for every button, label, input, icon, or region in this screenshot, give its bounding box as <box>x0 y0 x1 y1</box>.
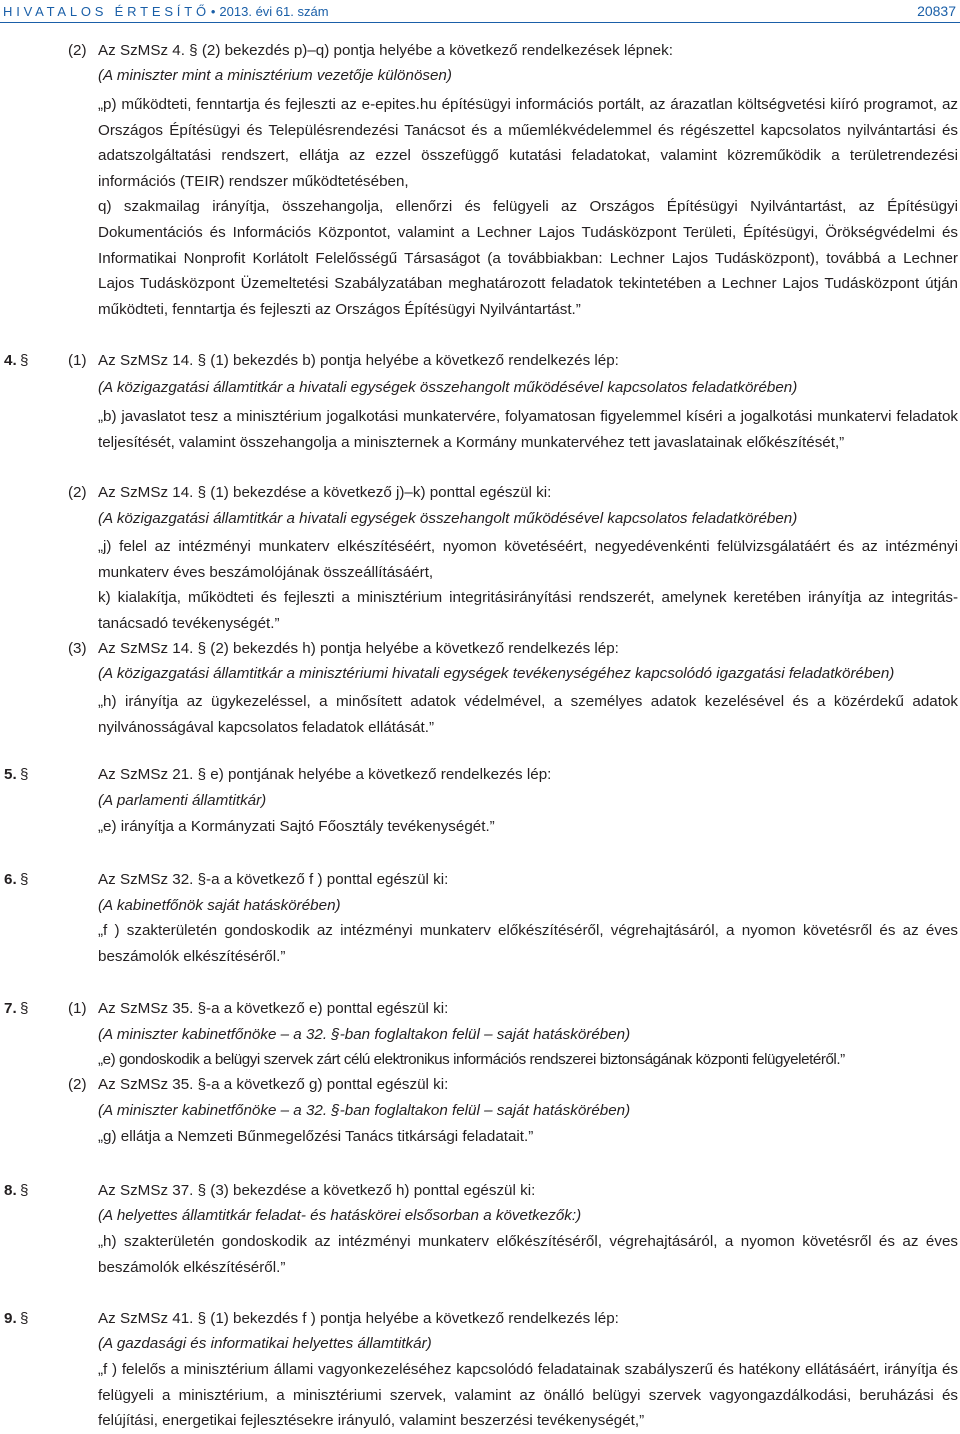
amendment-context: (A gazdasági és informatikai helyettes államtitkár) <box>98 1335 432 1352</box>
amendment-text-block <box>98 689 958 740</box>
amendment-context: (A parlamenti államtitkár) <box>98 792 267 809</box>
amendment-context: (A miniszter kabinetfőnöke – a 32. §-ban foglaltakon felül – saját hatáskörében) <box>98 1026 631 1043</box>
paragraph-number: (1) <box>68 352 87 369</box>
amendment-text-block <box>98 1357 958 1434</box>
amendment-text: „f ) felelős a minisztérium állami vagyonkezeléséhez kapcsolódó feladatainak szabályszerű és hatékony ellátásáért, irányítja és felügyeli a minisztérium, a minisztériumi szervek, valamint az önálló belügyi szervek vagyongazdálkodási, beruházási és felújítási, energetikai fejlesztésekre irányuló, valamint beszerzési tevékenységét,” <box>98 1361 958 1430</box>
section-mark: § <box>20 766 29 783</box>
paragraph-number: (1) <box>68 1000 87 1017</box>
paragraph-number: (3) <box>68 640 87 657</box>
amendment-context: (A kabinetfőnök saját hatáskörében) <box>98 897 341 914</box>
amendment-text: „e) irányítja a Kormányzati Sajtó Főosztály tevékenységét.” <box>98 818 495 835</box>
amendment-context: (A miniszter kabinetfőnöke – a 32. §-ban foglaltakon felül – saját hatáskörében) <box>98 1102 631 1119</box>
amendment-context: (A közigazgatási államtitkár a hivatali egységek összehangolt működésével kapcsolatos feladatkörében) <box>98 379 798 396</box>
amendment-intro: Az SzMSz 21. § e) pontjának helyébe a következő rendelkezés lép: <box>98 766 552 783</box>
section-number: 7. <box>4 1000 17 1017</box>
amendment-text-block <box>98 92 958 322</box>
amendment-intro: Az SzMSz 37. § (3) bekezdése a következő h) ponttal egészül ki: <box>98 1182 536 1199</box>
header-rule <box>0 22 960 23</box>
section-number: 9. <box>4 1310 17 1327</box>
amendment-text-p: „p) működteti, fenntartja és fejleszti az e-epites.hu építésügyi információs portált, az árazatlan költségvetési kiíró programot, az Országos Építésügyi és Településrendezési Tanácsot és a műemlékvédelemmel és régészettel kapcsolatos nyilvántartási és adatszolgáltatási rendszert, ellátja az ezzel összefüggő kutatási feladatokat, valamint közreműködik a területrendezési információs (TEIR) rendszer működtetésében, <box>98 96 958 190</box>
amendment-context: (A helyettes államtitkár feladat- és hatáskörei elsősorban a következők:) <box>98 1207 582 1224</box>
section-number: 5. <box>4 766 17 783</box>
amendment-context: (A közigazgatási államtitkár a minisztériumi hivatali egységek tevékenységéhez kapcsolódó igazgatási feladatkörében) <box>98 665 895 682</box>
page-number: 20837 <box>917 3 956 19</box>
amendment-intro: Az SzMSz 41. § (1) bekezdés f ) pontja helyébe a következő rendelkezés lép: <box>98 1310 619 1327</box>
amendment-intro: Az SzMSz 4. § (2) bekezdés p)–q) pontja helyébe a következő rendelkezések lépnek: <box>98 42 673 59</box>
issue-number: 2013. évi 61. szám <box>219 4 329 19</box>
amendment-text: „e) gondoskodik a belügyi szervek zárt célú elektronikus információs rendszerei biztonságának központi felügyeletéről.” <box>98 1051 845 1068</box>
header-bullet: • <box>210 4 216 19</box>
journal-title: HIVATALOS ÉRTESÍTŐ <box>3 4 210 19</box>
section-number: 8. <box>4 1182 17 1199</box>
page-header <box>0 0 960 22</box>
section-number: 4. <box>4 352 17 369</box>
section-mark: § <box>20 352 29 369</box>
amendment-intro: Az SzMSz 14. § (1) bekezdés b) pontja helyébe a következő rendelkezés lép: <box>98 352 619 369</box>
amendment-text-block <box>98 918 958 969</box>
amendment-context: (A közigazgatási államtitkár a hivatali egységek összehangolt működésével kapcsolatos feladatkörében) <box>98 510 798 527</box>
amendment-text-block <box>98 534 958 636</box>
paragraph-number: (2) <box>68 1076 87 1093</box>
amendment-intro: Az SzMSz 35. §-a a következő e) ponttal egészül ki: <box>98 1000 449 1017</box>
amendment-intro: Az SzMSz 35. §-a a következő g) ponttal egészül ki: <box>98 1076 449 1093</box>
section-mark: § <box>20 871 29 888</box>
amendment-context: (A miniszter mint a minisztérium vezetője különösen) <box>98 67 452 84</box>
amendment-text: „g) ellátja a Nemzeti Bűnmegelőzési Tanács titkársági feladatait.” <box>98 1128 534 1145</box>
amendment-text: „b) javaslatot tesz a minisztérium jogalkotási munkatervére, folyamatosan figyelemmel kíséri a jogalkotási munkatervi feladatok teljesítését, valamint összehangolja a miniszternek a Kormány munkatervéhez tett javaslatainak előkészítését,” <box>98 408 958 451</box>
paragraph-number: (2) <box>68 484 87 501</box>
section-mark: § <box>20 1182 29 1199</box>
amendment-intro: Az SzMSz 14. § (2) bekezdés h) pontja helyébe a következő rendelkezés lép: <box>98 640 619 657</box>
amendment-text-j: „j) felel az intézményi munkaterv elkészítéséért, nyomon követéséért, negyedévenkénti felülvizsgálatáért és az intézményi munkaterv éves beszámolójának összeállításáért, <box>98 538 958 581</box>
paragraph-number: (2) <box>68 42 87 59</box>
amendment-text: „h) szakterületén gondoskodik az intézményi munkaterv előkészítéséről, végrehajtásáról, a nyomon követésről és az éves beszámolók elkészítéséről.” <box>98 1233 958 1276</box>
amendment-text-k: k) kialakítja, működteti és fejleszti a minisztérium integritásirányítási rendszerét, amelynek keretében irányítja az integritás-tanácsadó tevékenységét.” <box>98 589 958 632</box>
amendment-intro: Az SzMSz 32. §-a a következő f ) ponttal egészül ki: <box>98 871 449 888</box>
section-mark: § <box>20 1000 29 1017</box>
amendment-text: „f ) szakterületén gondoskodik az intézményi munkaterv előkészítéséről, végrehajtásáról, a nyomon követésről és az éves beszámolók elkészítéséről.” <box>98 922 958 965</box>
amendment-text-block <box>98 1229 958 1280</box>
section-number: 6. <box>4 871 17 888</box>
amendment-intro: Az SzMSz 14. § (1) bekezdése a következő j)–k) ponttal egészül ki: <box>98 484 552 501</box>
amendment-text-block <box>98 404 958 455</box>
amendment-text-q: q) szakmailag irányítja, összehangolja, ellenőrzi és felügyeli az Országos Építésügyi Nyilvántartást, az Építésügyi Dokumentációs és Információs Központot, valamint a Lechner Lajos Tudásközpont Területi, Építésügyi, Örökségvédelmi és Informatikai Nonprofit Korlátolt Felelősségű Társaságot (a továbbiakban: Lechner Lajos Tudásközpont), továbbá a Lechner Lajos Tudásközpont Üzemeltetési Szabályzatában meghatározott feladatok tekintetében a Lechner Lajos Tudásközpont útján működteti, fenntartja és fejleszti az Országos Építésügyi Nyilvántartást.” <box>98 198 958 318</box>
amendment-text: „h) irányítja az ügykezeléssel, a minősített adatok védelmével, a személyes adatok kezelésével és a közérdekű adatok nyilvánosságával kapcsolatos feladatok ellátását.” <box>98 693 958 736</box>
section-mark: § <box>20 1310 29 1327</box>
journal-title-line <box>3 4 329 19</box>
